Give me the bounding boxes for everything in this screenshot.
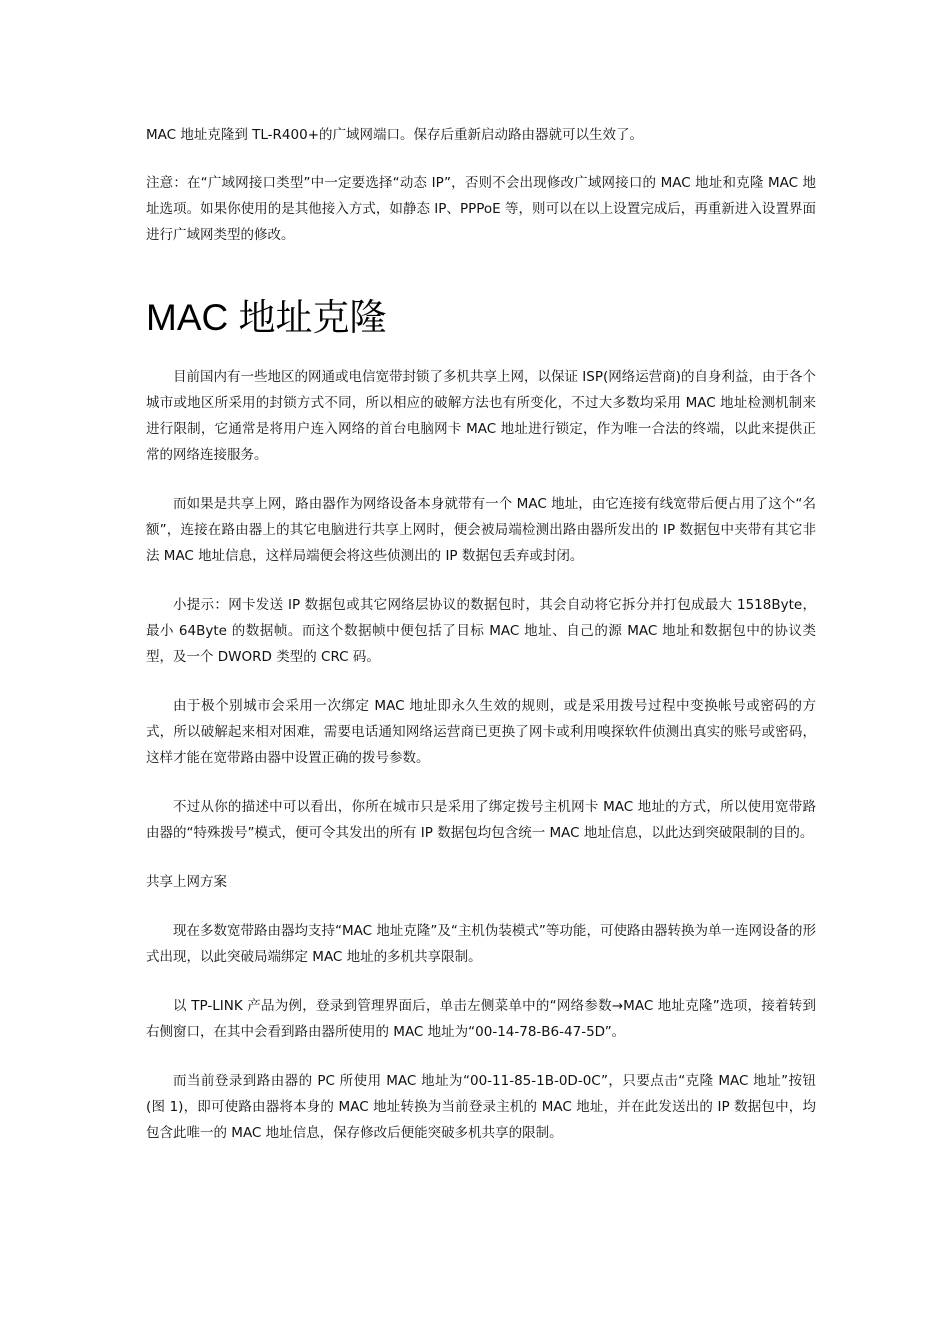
paragraph-note: 注意：在“广域网接口类型”中一定要选择“动态 IP”，否则不会出现修改广域网接口的 MAC 地址和克隆 MAC 地址选项。如果你使用的是其他接入方式，如静态 IP、PPPoE 等，则可以在以上设置完成后，再重新进入设置界面进行广域网类型的修改。 xyxy=(146,175,816,243)
paragraph-clone-steps: 而当前登录到路由器的 PC 所使用 MAC 地址为“00-11-85-1B-0D-0C”，只要点击“克隆 MAC 地址”按钮(图 1)，即可使路由器将本身的 MAC 地址转换为当前登录主机的 MAC 地址，并在此发送出的 IP 数据包中，均包含此唯一的 MAC 地址信息，保存修改后便能突破多机共享的限制。 xyxy=(146,1073,816,1141)
document-page xyxy=(146,122,816,1146)
paragraph-tip: 小提示：网卡发送 IP 数据包或其它网络层协议的数据包时，其会自动将它拆分并打包成最大 1518Byte，最小 64Byte 的数据帧。而这个数据帧中便包括了目标 MAC 地址、自己的源 MAC 地址和数据包中的协议类型，及一个 DWORD 类型的 CRC 码。 xyxy=(146,597,816,665)
paragraph-special-cases: 由于极个别城市会采用一次绑定 MAC 地址即永久生效的规则，或是采用拨号过程中变换帐号或密码的方式，所以破解起来相对困难，需要电话通知网络运营商已更换了网卡或利用嗅探软件侦测出真实的账号或密码，这样才能在宽带路由器中设置正确的拨号参数。 xyxy=(146,698,816,766)
paragraph-router-features: 现在多数宽带路由器均支持“MAC 地址克隆”及“主机伪装模式”等功能，可使路由器转换为单一连网设备的形式出现，以此突破局端绑定 MAC 地址的多机共享限制。 xyxy=(146,923,816,965)
paragraph-background: 目前国内有一些地区的网通或电信宽带封锁了多机共享上网，以保证 ISP(网络运营商)的自身利益，由于各个城市或地区所采用的封锁方式不同，所以相应的破解方法也有所变化，不过大多数均采用 MAC 地址检测机制来进行限制，它通常是将用户连入网络的首台电脑网卡 MAC 地址进行锁定，作为唯一合法的终端，以此来提供正常的网络连接服务。 xyxy=(146,369,817,463)
paragraph-shared-access: 而如果是共享上网，路由器作为网络设备本身就带有一个 MAC 地址，由它连接有线宽带后便占用了这个“名额”，连接在路由器上的其它电脑进行共享上网时，便会被局端检测出路由器所发出的 IP 数据包中夹带有其它非法 MAC 地址信息，这样局端便会将这些侦测出的 IP 数据包丢弃或封闭。 xyxy=(146,496,816,564)
subheading-sharing-plan: 共享上网方案 xyxy=(146,874,227,890)
paragraph-clone-intro: MAC 地址克隆到 TL-R400+的广域网端口。保存后重新启动路由器就可以生效了。 xyxy=(146,127,644,143)
paragraph-tplink-example: 以 TP-LINK 产品为例，登录到管理界面后，单击左侧菜单中的“网络参数→MAC 地址克隆”选项，接着转到右侧窗口，在其中会看到路由器所使用的 MAC 地址为“00-14-78-B6-47-5D”。 xyxy=(146,998,816,1040)
paragraph-special-dial: 不过从你的描述中可以看出，你所在城市只是采用了绑定拨号主机网卡 MAC 地址的方式，所以使用宽带路由器的“特殊拨号”模式，便可令其发出的所有 IP 数据包均包含统一 MAC 地址信息，以此达到突破限制的目的。 xyxy=(146,799,816,841)
section-heading: MAC 地址克隆 xyxy=(146,297,387,338)
